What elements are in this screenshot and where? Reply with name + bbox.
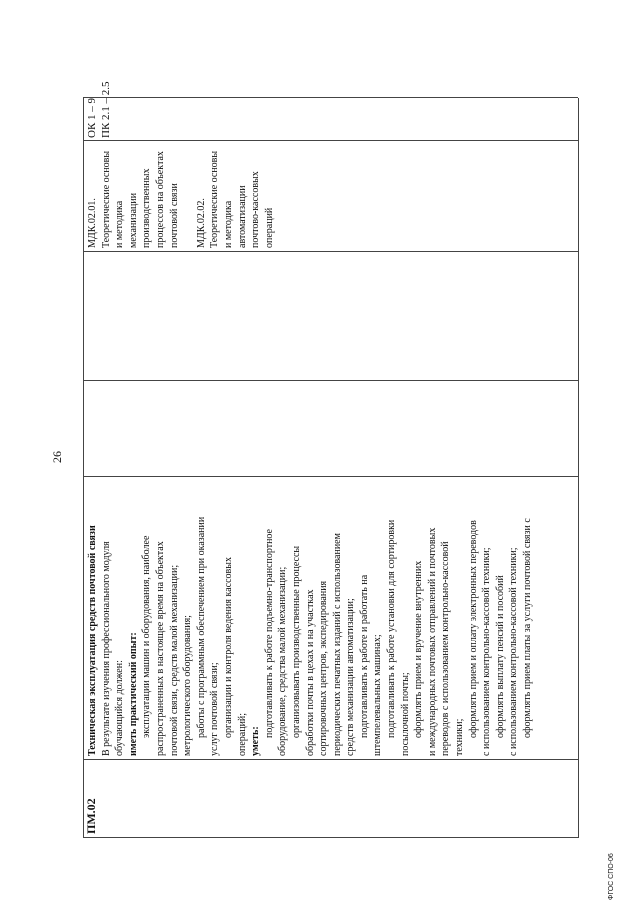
table-top-border — [83, 98, 84, 838]
mdk-list — [86, 151, 276, 248]
content-line: с использованием контрольно-кассовой техники; — [508, 547, 520, 756]
competency-list — [86, 81, 113, 138]
column-divider-1 — [83, 759, 578, 760]
content-line: почтовой связи, средств малой механизации; — [168, 564, 180, 756]
page-number: 26 — [50, 451, 64, 463]
content-line: операций; — [236, 712, 248, 756]
mdk-line: автоматизации — [236, 185, 248, 248]
mdk-line: почтовой связи — [168, 183, 180, 248]
mdk-line: и методика — [114, 200, 126, 248]
content-line: уметь: — [250, 726, 262, 756]
mdk-line: Теоретические основы — [209, 150, 221, 248]
content-line: периодических печатных изданий с использованием — [331, 533, 343, 756]
competency-line: ПК 2.1 – 2.5 — [99, 81, 112, 138]
content-line: техники; — [454, 718, 466, 756]
mdk-line: производственных — [141, 168, 153, 248]
column-divider-4 — [83, 251, 578, 252]
content-line: подготавливать к работе подъемно-транспортное — [263, 529, 275, 738]
content-line: подготавливать к работе установки для сортировки — [386, 519, 398, 738]
mdk-line — [181, 151, 195, 248]
content-line: услуг почтовой связи; — [209, 662, 221, 756]
column-divider-5 — [83, 140, 578, 141]
content-line: организации и контроля ведения кассовых — [222, 557, 234, 738]
content-line: обработки почты в цехах и на участках — [304, 589, 316, 756]
mdk-line: МДК.02.02. — [195, 198, 207, 248]
content-line: эксплуатации машин и оборудования, наиболее — [141, 535, 153, 738]
content-line: переводов с использованием контрольно-кассовой — [440, 541, 452, 756]
footer-standard-label: ФГОС СПО-06 — [608, 853, 615, 900]
mdk-line: операций — [263, 207, 275, 248]
mdk-line: механизации — [127, 192, 139, 248]
column-divider-3 — [83, 380, 578, 381]
content-line: оформлять прием платы за услуги почтовой связи с — [522, 518, 533, 738]
content-line: сортировочных центров, экспедирования — [318, 580, 330, 756]
content-line: метрологического оборудования; — [182, 615, 194, 756]
content-line: оборудование, средства малой механизации; — [277, 566, 289, 756]
table-right-border — [83, 97, 578, 98]
mdk-line: и методика — [222, 200, 234, 248]
content-line: В результате изучения профессионального модуля — [100, 541, 112, 756]
content-line: организовывать производственные процессы — [290, 545, 302, 738]
content-line: подготавливать к работе и работать на — [358, 574, 370, 738]
mdk-line: процессов на объектах — [154, 151, 166, 248]
content-line: оформлять прием и вручение внутренних — [413, 560, 425, 738]
content-line: и международных почтовых отправлений и почтовых — [426, 527, 438, 756]
content-line: обучающийся должен: — [114, 660, 126, 756]
content-line: работы с программным обеспечением при оказании — [195, 516, 207, 738]
content-line: оформлять прием и оплату электронных переводов — [467, 520, 479, 738]
table-bottom-border — [578, 98, 579, 838]
mdk-line: почтово-кассовых — [250, 171, 262, 248]
table-left-border — [83, 837, 578, 838]
content-line: штемпелевальных машинах; — [372, 634, 384, 756]
content-line: Техническая эксплуатация средств почтовой связи — [87, 525, 98, 756]
competency-line: ОК 1 – 9 — [86, 97, 98, 138]
content-line: посылочной почты; — [399, 672, 411, 756]
content-line: распространенных в настоящее время на объектах — [154, 541, 166, 756]
column-divider-2 — [83, 476, 578, 477]
module-code: ПМ.02 — [84, 798, 98, 834]
module-content — [86, 517, 535, 756]
content-line: иметь практический опыт: — [127, 632, 139, 756]
content-line: средств механизации автоматизации; — [345, 598, 357, 756]
content-line: оформлять выплату пенсий и пособий — [494, 575, 506, 738]
mdk-line: МДК.02.01. — [87, 198, 98, 248]
mdk-line: Теоретические основы — [100, 150, 112, 248]
content-line: с использованием контрольно-кассовой техники; — [481, 547, 493, 756]
